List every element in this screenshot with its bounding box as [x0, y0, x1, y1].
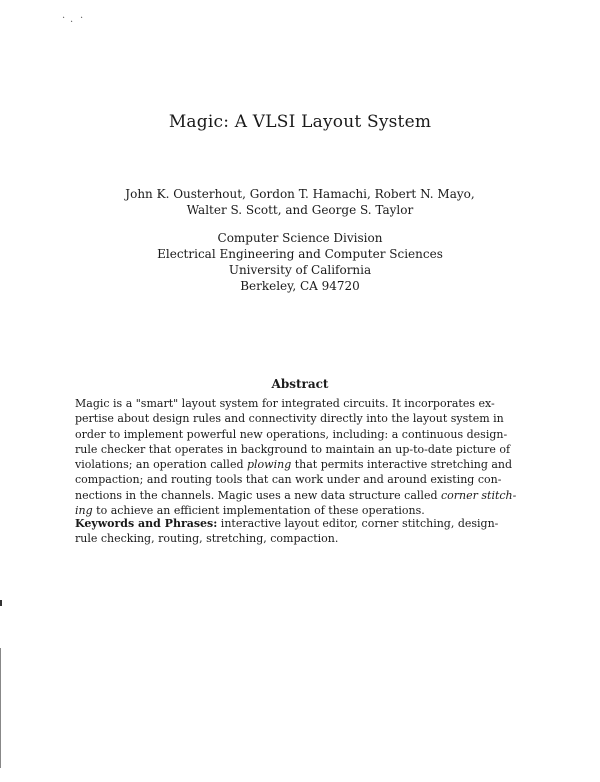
abstract-body — [75, 396, 517, 518]
abstract-line: compaction; and routing tools that can work under and around existing con- — [75, 473, 502, 487]
keywords-block — [75, 516, 505, 547]
abstract-line: Magic is a "smart" layout system for integrated circuits. It incorporates ex- — [75, 397, 495, 410]
author-line: Walter S. Scott, and George S. Taylor — [186, 203, 414, 217]
affiliation-line: Berkeley, CA 94720 — [240, 279, 360, 293]
abstract-line: nections in the channels. Magic uses a new data structure called corner stitch- — [75, 488, 517, 502]
affiliation-line: Computer Science Division — [217, 231, 383, 245]
abstract-line: ing to achieve an efficient implementation of these operations. — [75, 504, 425, 518]
scan-speck-1: · — [62, 13, 66, 24]
affiliation-line: University of California — [228, 263, 372, 277]
affiliation-block — [0, 230, 600, 294]
keywords-label: Keywords and Phrases: — [75, 517, 218, 530]
scan-speck-2: · — [70, 17, 74, 28]
author-line: John K. Ousterhout, Gordon T. Hamachi, Robert N. Mayo, — [125, 187, 475, 201]
abstract-line: rule checker that operates in background to maintain an up-to-date picture of — [75, 442, 511, 456]
author-list — [0, 186, 600, 218]
abstract-line: violations; an operation called plowing that permits interactive stretching and — [75, 458, 513, 472]
keywords-line: Keywords and Phrases: interactive layout editor, corner stitching, design- — [75, 517, 499, 530]
keywords-line: rule checking, routing, stretching, compaction. — [75, 532, 339, 546]
scan-speck-3: · — [80, 13, 84, 24]
abstract-line: order to implement powerful new operations, including: a continuous design- — [75, 427, 508, 441]
paper-title: Magic: A VLSI Layout System — [168, 112, 432, 132]
scan-edge-shadow — [0, 648, 1, 768]
abstract-heading: Abstract — [271, 377, 329, 391]
abstract-line: pertise about design rules and connectivity directly into the layout system in — [75, 412, 504, 426]
affiliation-line: Electrical Engineering and Computer Sciences — [157, 247, 443, 261]
scan-edge-mark — [0, 600, 2, 606]
